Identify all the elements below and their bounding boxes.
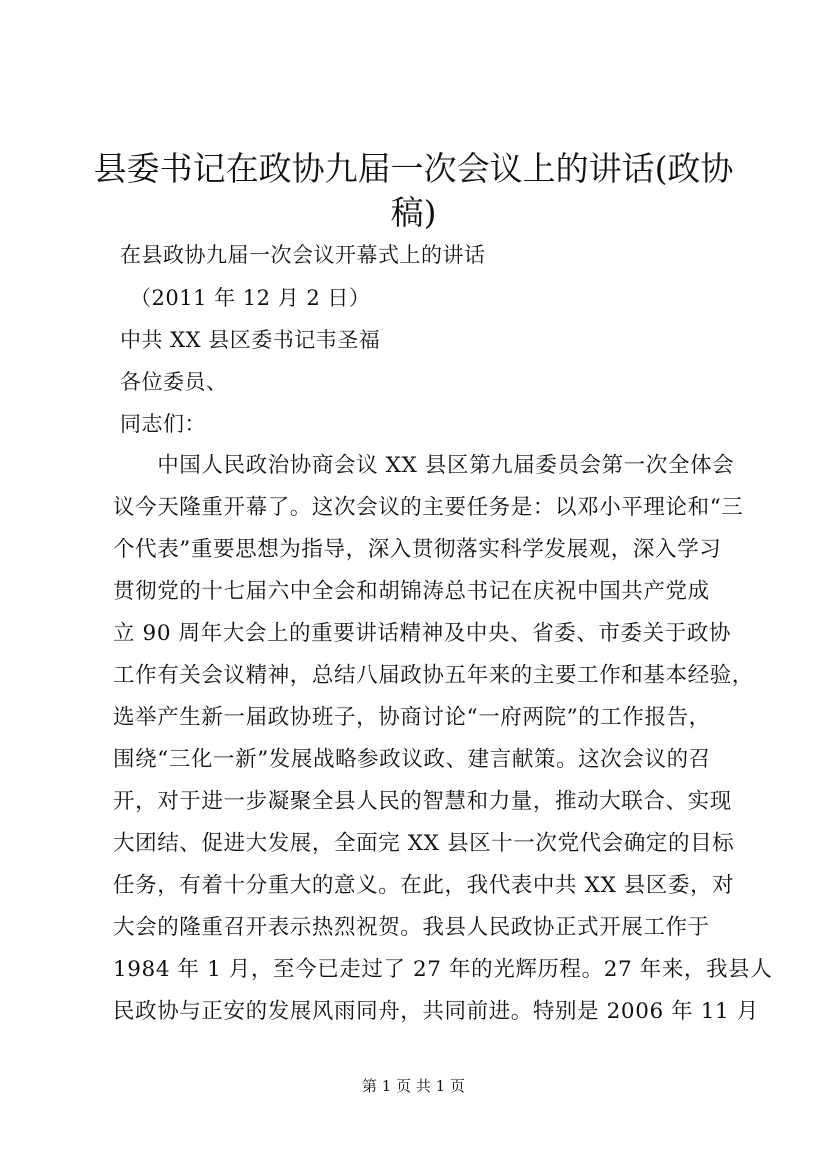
speech-date: （2011 年 12 月 2 日） [130,286,371,310]
paragraph-line: 贯彻党的十七届六中全会和胡锦涛总书记在庆祝中国共产党成 [113,579,710,604]
greeting-line-2: 同志们： [120,412,206,436]
paragraph-line: 1984 年 1 月，至今已走过了 27 年的光辉历程。27 年来，我县人 [113,957,773,982]
paragraph-line: 任务，有着十分重大的意义。在此，我代表中共 XX 县区委，对 [113,873,735,898]
paragraph-line: 选举产生新一届政协班子，协商讨论“一府两院”的工作报告， [113,705,711,730]
paragraph-line: 个代表”重要思想为指导，深入贯彻落实科学发展观，深入学习 [113,537,722,562]
paragraph-line: 大团结、促进大发展，全面完 XX 县区十一次党代会确定的目标 [113,831,735,856]
paragraph-line: 议今天隆重开幕了。这次会议的主要任务是：以邓小平理论和“三 [113,495,744,520]
speaker-line: 中共 XX 县区委书记韦圣福 [120,328,381,352]
paragraph-line: 大会的隆重召开表示热烈祝贺。我县人民政协正式开展工作于 [113,915,710,940]
greeting-line-1: 各位委员、 [120,370,228,394]
paragraph-line: 中国人民政治协商会议 XX 县区第九届委员会第一次全体会 [113,453,735,478]
paragraph-line: 立 90 周年大会上的重要讲话精神及中央、省委、市委关于政协 [113,621,732,646]
paragraph-line: 工作有关会议精神，总结八届政协五年来的主要工作和基本经验， [113,663,754,688]
speech-subtitle: 在县政协九届一次会议开幕式上的讲话 [120,243,486,267]
paragraph-line: 围绕“三化一新”发展战略参政议政、建言献策。这次会议的召 [113,747,711,772]
paragraph-line: 民政协与正安的发展风雨同舟，共同前进。特别是 2006 年 11 月 [113,999,759,1024]
paragraph-line: 开，对于进一步凝聚全县人民的智慧和力量，推动大联合、实现 [113,789,732,814]
document-title-line-2: 稿) [390,193,437,232]
document-title-line-1: 县委书记在政协九届一次会议上的讲话(政协 [93,149,734,188]
page-footer: 第 1 页 共 1 页 [362,1077,465,1095]
